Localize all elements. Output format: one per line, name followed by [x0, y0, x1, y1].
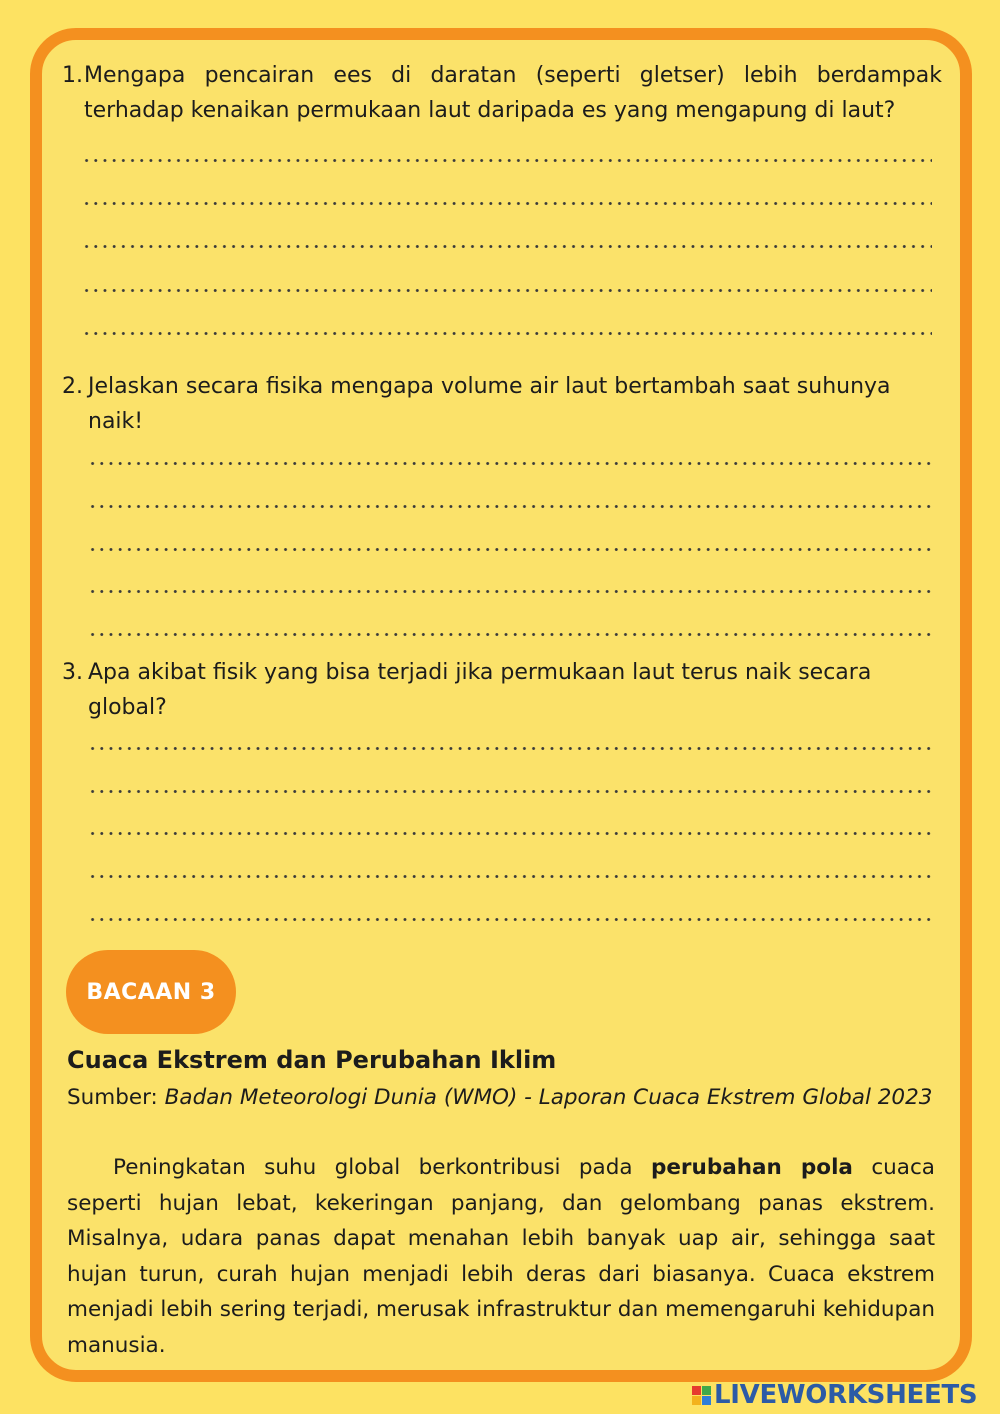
question-text: Mengapa pencairan ees di daratan (seperti gletser) lebih berdampak terhadap kenaikan permukaan laut daripada es yang mengapung di laut?	[84, 63, 942, 123]
question-1	[62, 58, 942, 128]
reading-source	[67, 1080, 937, 1115]
liveworksheets-logo[interactable]	[692, 1380, 977, 1410]
answer-line[interactable]	[88, 790, 934, 793]
answer-line[interactable]	[88, 462, 934, 465]
paragraph-bold: perubahan pola	[650, 1155, 853, 1180]
source-label: Sumber:	[67, 1085, 158, 1110]
answer-line[interactable]	[82, 245, 932, 248]
logo-text: LIVEWORKSHEETS	[714, 1380, 978, 1410]
question-3	[62, 655, 932, 725]
question-text: Apa akibat fisik yang bisa terjadi jika permukaan laut terus naik secara global?	[88, 660, 872, 720]
paragraph-part-1: Peningkatan suhu global berkontribusi pada	[113, 1155, 633, 1180]
question-number: 1.	[62, 63, 83, 88]
source-text: Badan Meteorologi Dunia (WMO) - Laporan Cuaca Ekstrem Global 2023	[164, 1085, 933, 1110]
answer-line[interactable]	[88, 633, 934, 636]
question-2	[62, 369, 932, 439]
answer-line[interactable]	[88, 875, 934, 878]
answer-line[interactable]	[88, 747, 934, 750]
reading-badge: BACAAN 3	[66, 950, 236, 1034]
answer-line[interactable]	[82, 202, 932, 205]
answer-line[interactable]	[88, 832, 934, 835]
answer-line[interactable]	[88, 918, 934, 921]
reading-paragraph	[67, 1150, 935, 1363]
logo-icon	[692, 1386, 711, 1405]
answer-line[interactable]	[88, 590, 934, 593]
question-text: Jelaskan secara fisika mengapa volume air laut bertambah saat suhunya naik!	[88, 374, 891, 434]
answer-line[interactable]	[82, 332, 932, 335]
answer-line[interactable]	[82, 159, 932, 162]
reading-title: Cuaca Ekstrem dan Perubahan Iklim	[67, 1046, 557, 1074]
paragraph-part-2: cuaca seperti hujan lebat, kekeringan panjang, dan gelombang panas ekstrem. Misalnya, udara panas dapat menahan lebih banyak uap air, sehingga saat hujan turun, curah hujan menjadi lebih deras dari biasanya. Cuaca ekstrem menjadi lebih sering terjadi, merusak infrastruktur dan memengaruhi kehidupan manusia.	[67, 1155, 935, 1358]
answer-line[interactable]	[82, 289, 932, 292]
answer-line[interactable]	[88, 548, 934, 551]
question-number: 3.	[62, 660, 83, 685]
answer-line[interactable]	[88, 505, 934, 508]
question-number: 2.	[62, 374, 83, 399]
